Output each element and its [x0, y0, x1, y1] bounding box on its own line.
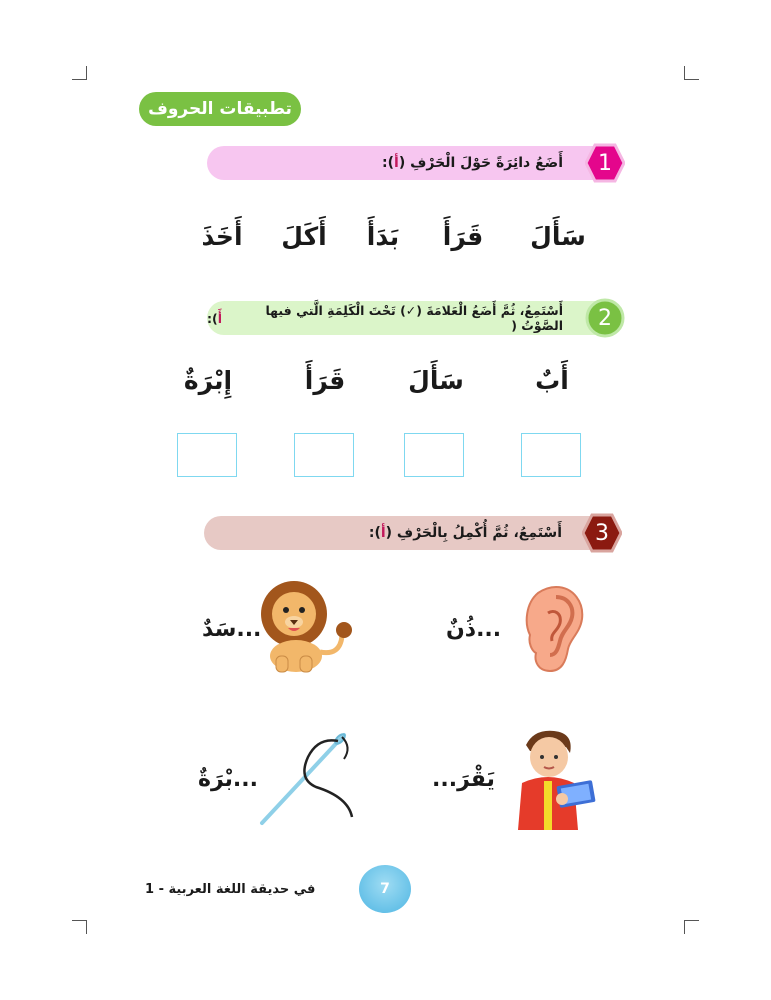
exercise-1-instruction-after: ):: [382, 155, 395, 171]
exercise-3-letter: أ: [380, 525, 386, 541]
exercise-3-instruction-after: ):: [368, 525, 381, 541]
lion-icon: [252, 578, 356, 674]
crop-mark-top-right-v: [684, 66, 685, 80]
ex1-word-4[interactable]: أَكَلَ: [281, 222, 327, 251]
exercise-1-badge: [585, 143, 625, 183]
needle-icon: [258, 727, 358, 827]
page-number-badge: [359, 865, 411, 913]
ex3-blank-needle[interactable]: ...بْرَةٌ: [198, 767, 259, 792]
boy-reading-icon: [508, 727, 612, 830]
ex2-word-4: إِبْرَةٌ: [183, 366, 233, 395]
footer-book-title: في حديقة اللغة العربية - 1: [145, 882, 316, 897]
page-number: 7: [380, 881, 390, 897]
exercise-2-badge: [585, 298, 625, 338]
ex2-checkbox-1[interactable]: [521, 433, 581, 477]
exercise-1-instruction-bar: [207, 146, 615, 180]
ex1-word-5[interactable]: أَخَذَ: [201, 222, 243, 251]
ex1-word-1[interactable]: سَأَلَ: [530, 222, 586, 251]
ex3-blank-lion[interactable]: ...سَدٌ: [202, 617, 262, 642]
exercise-2-letter: أَ: [217, 310, 223, 326]
crop-mark-top-left-h: [72, 79, 87, 80]
ex2-checkbox-2[interactable]: [404, 433, 464, 477]
crop-mark-top-left-v: [86, 66, 87, 80]
crop-mark-bottom-left-v: [86, 920, 87, 934]
ex2-word-2: سَأَلَ: [408, 366, 464, 395]
ex3-blank-ear[interactable]: ...ذُنٌ: [446, 617, 502, 642]
ex2-checkbox-4[interactable]: [177, 433, 237, 477]
exercise-3-instruction-before: أَسْتَمِعُ، ثُمَّ أُكْمِلُ بِالْحَرْفِ (: [385, 525, 562, 541]
ear-icon: [522, 583, 586, 675]
section-title: تطبيقات الحروف: [139, 92, 301, 126]
ex2-word-1: أَبٌ: [535, 366, 569, 395]
exercise-2-instruction-before: أَسْتَمِعُ، ثُمَّ أَضَعُ الْعَلامَةَ (✓) تَحْتَ الْكَلِمَةِ الَّتي فيها الصَّوْتُ (: [265, 303, 563, 333]
exercise-3-instruction-bar: [204, 516, 614, 550]
exercise-1-number: 1: [598, 150, 612, 176]
exercise-1-letter: أ: [394, 155, 399, 171]
exercise-2-instruction-bar: [207, 301, 615, 335]
ex1-word-2[interactable]: قَرَأَ: [442, 222, 484, 251]
crop-mark-bottom-left-h: [72, 920, 87, 921]
exercise-1-instruction-before: أَضَعُ دائِرَةً حَوْلَ الْحَرْفِ (: [398, 155, 563, 171]
ex2-checkbox-3[interactable]: [294, 433, 354, 477]
ex1-word-3[interactable]: بَدَأَ: [366, 222, 400, 251]
crop-mark-bottom-right-h: [684, 920, 699, 921]
ex3-blank-boy[interactable]: يَقْرَ...: [432, 767, 495, 792]
exercise-2-number: 2: [598, 305, 612, 331]
exercise-3-badge: [582, 513, 622, 553]
exercise-2-instruction-after: ):: [207, 310, 218, 326]
crop-mark-top-right-h: [684, 79, 699, 80]
crop-mark-bottom-right-v: [684, 920, 685, 934]
ex2-word-3: قَرَأَ: [304, 366, 346, 395]
exercise-3-number: 3: [595, 520, 609, 546]
